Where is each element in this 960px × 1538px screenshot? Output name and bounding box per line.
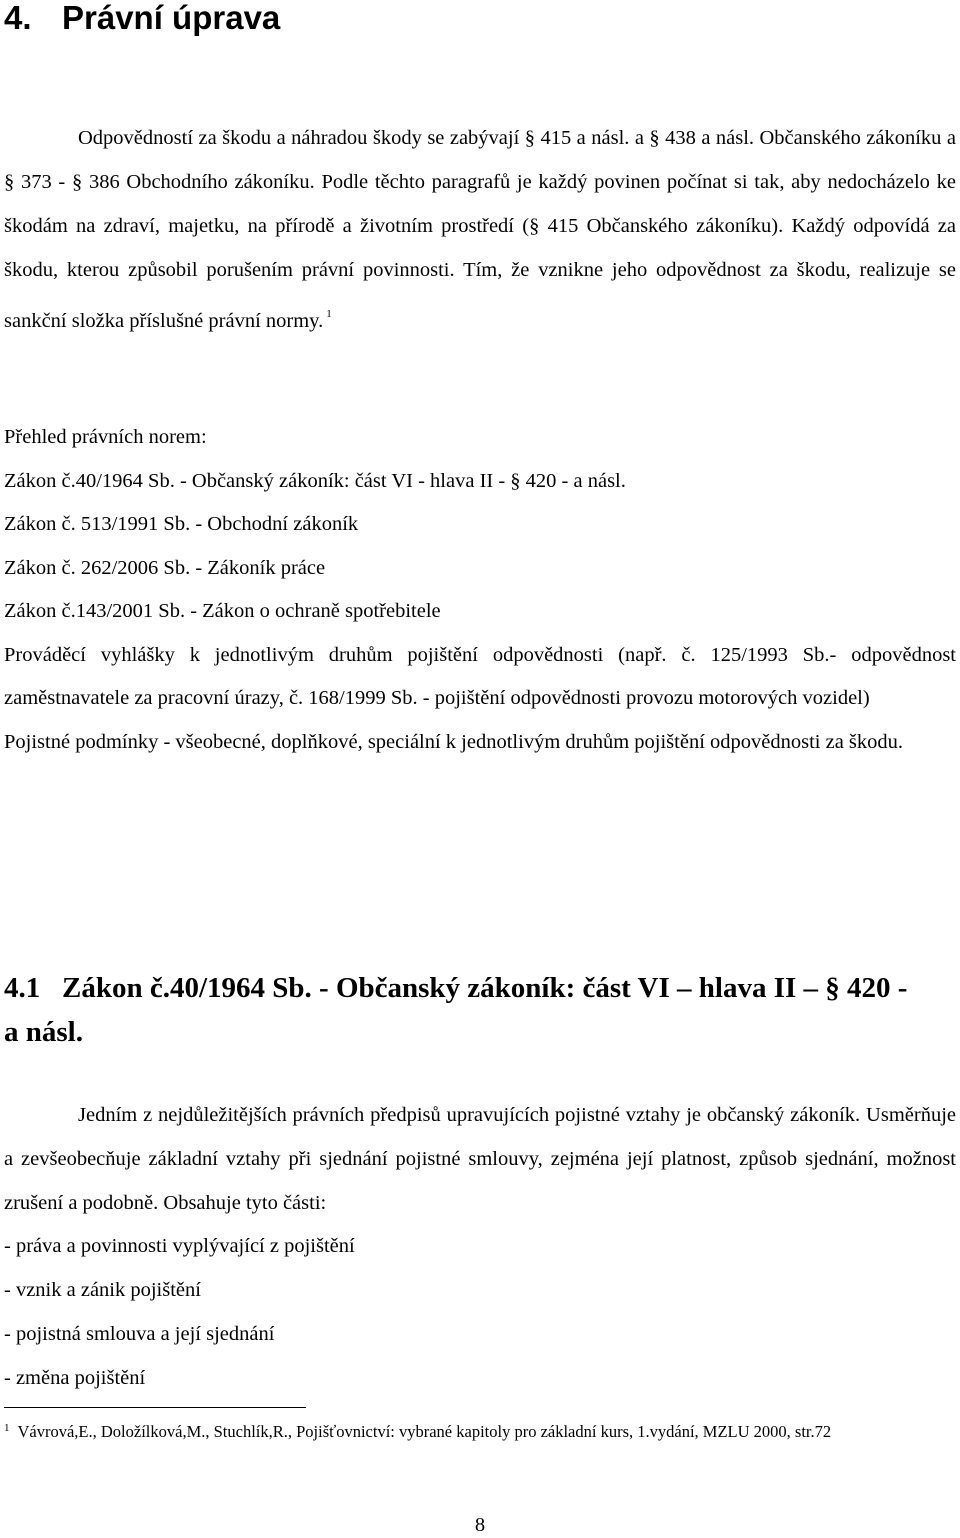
chapter-heading	[4, 0, 280, 40]
section-heading	[4, 966, 924, 1054]
law-item: Zákon č.143/2001 Sb. - Zákon o ochraně spotřebitele	[4, 600, 441, 622]
footnote-text: Vávrová,E., Doložílková,M., Stuchlík,R., Pojišťovnictví: vybrané kapitoly pro základní kurs, 1.vydání, MZLU 2000, str.72	[17, 1422, 832, 1441]
footnote-separator	[4, 1407, 306, 1408]
overview-title: Přehled právních norem:	[4, 426, 207, 448]
chapter-number: 4.	[4, 0, 32, 36]
law-item: Zákon č.40/1964 Sb. - Občanský zákoník: část VI - hlava II - § 420 - a násl.	[4, 469, 626, 492]
chapter-title: Právní úprava	[62, 0, 281, 36]
list-item: - vznik a zánik pojištění	[4, 1279, 201, 1301]
intro-text: Odpovědností za škodu a náhradou škody se zabývají § 415 a násl. a § 438 a násl. Občanského zákoníku a § 373 - § 386 Obchodního zákoníku. Podle těchto paragrafů je každý povinen počínat si tak, aby nedocházelo ke škodám na zdraví, majetku, na přírodě a životním prostředí (§ 415 Občanského zákoníku). Každý odpovídá za škodu, kterou způsobil porušením právní povinnosti. Tím, že vznikne jeho odpovědnost za škodu, realizuje se sankční složka příslušné právní normy.	[4, 127, 956, 332]
list-item: - práva a povinnosti vyplývající z pojištění	[4, 1235, 355, 1257]
law-item: Zákon č. 262/2006 Sb. - Zákoník práce	[4, 556, 326, 579]
footnote-mark: 1	[4, 1422, 10, 1434]
parts-list	[4, 1224, 355, 1400]
section-number: 4.1	[4, 972, 41, 1004]
section-paragraph: Jedním z nejdůležitějších právních předpisů upravujících pojistné vztahy je občanský zákoník. Usměrňuje a zevšeobecňuje základní vztahy při sjednání pojistné smlouvy, zejména její platnost, způsob sjednání, možnost zrušení a podobně. Obsahuje tyto části:	[4, 1104, 956, 1214]
intro-paragraph	[4, 116, 956, 343]
legal-norms-overview	[4, 416, 956, 764]
law-item: Zákon č. 513/1991 Sb. - Obchodní zákoník	[4, 513, 359, 535]
section-title: Zákon č.40/1964 Sb. - Občanský zákoník: část VI – hlava II – § 420 - a násl.	[4, 972, 908, 1048]
implementing-regulations: Prováděcí vyhlášky k jednotlivým druhům pojištění odpovědnosti (např. č. 125/1993 Sb.- odpovědnost zaměstnavatele za pracovní úrazy, č. 168/1999 Sb. - pojištění odpovědnosti provozu motorových vozidel)	[4, 643, 956, 709]
page-number: 8	[474, 1514, 486, 1536]
footnote-reference: 1	[326, 308, 332, 320]
list-item: - změna pojištění	[4, 1367, 146, 1389]
list-item: - pojistná smlouva a její sjednání	[4, 1323, 275, 1345]
footnote	[4, 1416, 950, 1444]
insurance-conditions: Pojistné podmínky - všeobecné, doplňkové, speciální k jednotlivým druhům pojištění odpovědnosti za škodu.	[4, 730, 904, 753]
